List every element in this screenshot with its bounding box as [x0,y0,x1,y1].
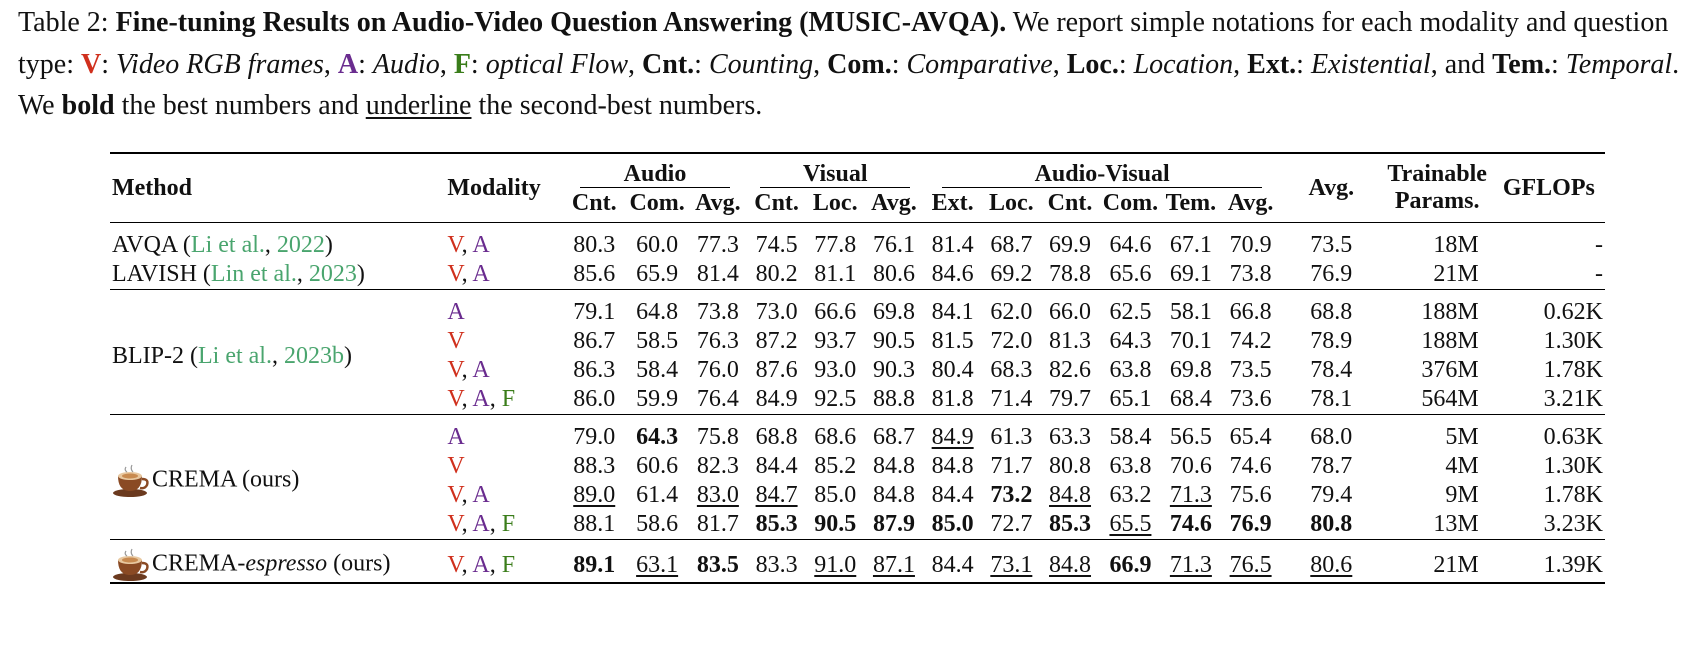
score-cell: 88.8 [872,386,915,412]
citation-link[interactable]: Li et al. [198,342,272,369]
gflops-cell: 1.78K [1543,482,1603,508]
subheader-cell: Avg. [695,190,741,216]
score-cell: 66.8 [1220,290,1281,328]
score-cell: 73.1 [982,540,1041,584]
avg-cell: 78.4 [1310,357,1353,383]
score-cell: 77.8 [806,223,865,261]
score-cell: 65.6 [1109,261,1152,287]
score-cell: 82.6 [1049,357,1092,383]
modality-cell: V, A, F [445,540,562,584]
method-name: CREMA-espresso (ours) [110,540,445,584]
score-cell: 73.0 [747,290,806,328]
results-table [110,152,1605,584]
score-cell: 83.0 [696,482,739,508]
modality-cell: V, A [447,482,490,508]
score-cell: 84.4 [755,453,798,479]
score-cell: 79.0 [563,415,626,453]
score-cell: 68.3 [990,357,1033,383]
score-cell: 69.8 [865,290,924,328]
params-cell: 5M [1382,415,1493,453]
score-cell: 87.2 [755,328,798,354]
score-cell: 85.3 [755,511,798,537]
score-cell: 91.0 [806,540,865,584]
score-cell: 86.7 [573,328,616,354]
gflops-cell: 1.39K [1493,540,1605,584]
score-cell: 56.5 [1162,415,1221,453]
score-cell: 92.5 [814,386,857,412]
score-cell: 90.3 [872,357,915,383]
score-cell: 58.1 [1162,290,1221,328]
gflops-cell: 1.30K [1543,328,1603,354]
col-gflops: GFLOPs [1493,153,1605,223]
score-cell: 80.6 [872,261,915,287]
score-cell: 63.2 [1109,482,1152,508]
score-cell: 84.6 [931,261,974,287]
table-row [110,290,1605,328]
subheader-cell: Com. [629,190,685,216]
score-cell: 65.1 [1109,386,1152,412]
score-cell: 63.8 [1109,453,1152,479]
score-cell: 68.7 [982,223,1041,261]
score-cell: 76.3 [696,328,739,354]
score-cell: 85.2 [814,453,857,479]
score-cell: 64.3 [1109,328,1152,354]
score-cell: 85.6 [573,261,616,287]
table-row [110,415,1605,453]
score-cell: 80.4 [931,357,974,383]
modality-cell: V [447,453,465,479]
score-cell: 75.6 [1229,482,1272,508]
citation-year-link[interactable]: 2023b [283,342,344,369]
avg-cell: 78.7 [1310,453,1353,479]
score-cell: 81.7 [696,511,739,537]
score-cell: 81.8 [931,386,974,412]
score-cell: 70.1 [1169,328,1212,354]
score-cell: 72.0 [990,328,1033,354]
score-cell: 71.4 [990,386,1033,412]
score-cell: 85.0 [814,482,857,508]
score-cell: 70.9 [1220,223,1281,261]
score-cell: 75.8 [689,415,748,453]
score-cell: 58.4 [636,357,679,383]
score-cell: 84.8 [872,453,915,479]
score-cell: 84.7 [755,482,798,508]
avg-cell: 73.5 [1281,223,1382,261]
score-cell: 74.5 [747,223,806,261]
score-cell: 73.5 [1229,357,1272,383]
citation-year-link[interactable]: 2022 [276,232,325,258]
avg-cell: 68.0 [1281,415,1382,453]
score-cell: 77.3 [689,223,748,261]
subheader-cell: Avg. [871,190,917,216]
col-avg: Avg. [1281,153,1382,223]
gflops-cell: 3.21K [1543,386,1603,412]
score-cell: 76.1 [865,223,924,261]
score-cell: 64.6 [1099,223,1161,261]
score-cell: 71.7 [990,453,1033,479]
group-audio-visual: Audio-Visual [942,161,1262,188]
modality-cell: V, A, F [447,386,516,412]
score-cell: 73.8 [1229,261,1272,287]
subheader-cell: Cnt. [1047,190,1093,216]
col-method: Method [110,153,445,223]
subheader-cell: Tem. [1165,190,1217,216]
score-cell: 64.8 [626,290,689,328]
params-cell: 188M [1382,290,1493,328]
citation-link[interactable]: Lin et al. [210,261,297,287]
avg-cell: 80.8 [1310,511,1353,537]
coffee-cup-icon [112,464,150,498]
score-cell: 84.9 [755,386,798,412]
group-visual: Visual [760,161,910,188]
gflops-cell: 1.30K [1543,453,1603,479]
citation-year-link[interactable]: 2023 [308,261,357,287]
score-cell: 76.0 [696,357,739,383]
score-cell: 84.8 [1041,540,1100,584]
score-cell: 89.0 [573,482,616,508]
score-cell: 80.8 [1049,453,1092,479]
subheader-cell: Ext. [931,190,974,216]
score-cell: 64.3 [626,415,689,453]
score-cell: 58.6 [636,511,679,537]
header-row-groups [110,153,1605,189]
score-cell: 87.9 [872,511,915,537]
score-cell: 84.9 [923,415,982,453]
score-cell: 60.0 [626,223,689,261]
score-cell: 63.3 [1041,415,1100,453]
subheader-cell: Avg. [1227,190,1274,216]
group-audio: Audio [580,161,730,188]
avg-cell: 68.8 [1281,290,1382,328]
score-cell: 60.6 [636,453,679,479]
score-cell: 81.3 [1049,328,1092,354]
score-cell: 68.8 [747,415,806,453]
score-cell: 85.3 [1049,511,1092,537]
score-cell: 81.1 [814,261,857,287]
score-cell: 74.6 [1169,511,1212,537]
col-trainable: Trainable Params. [1382,153,1493,223]
params-cell: 4M [1445,453,1479,479]
score-cell: 93.0 [814,357,857,383]
score-cell: 69.1 [1169,261,1212,287]
score-cell: 65.5 [1109,511,1152,537]
subheader-cell: Cnt. [754,190,799,216]
coffee-cup-icon [112,548,150,582]
score-cell: 84.4 [923,540,982,584]
score-cell: 89.1 [563,540,626,584]
gflops-cell: 0.62K [1493,290,1605,328]
score-cell: 67.1 [1162,223,1221,261]
score-cell: 71.3 [1162,540,1221,584]
score-cell: 62.0 [982,290,1041,328]
subheader-cell: Loc. [812,190,858,216]
gflops-cell: - [1493,223,1605,261]
score-cell: 70.6 [1169,453,1212,479]
score-cell: 68.7 [865,415,924,453]
score-cell: 79.7 [1049,386,1092,412]
modality-cell: V, A [445,223,562,261]
subheader-cell: Loc. [988,190,1034,216]
params-cell: 18M [1382,223,1493,261]
score-cell: 58.5 [636,328,679,354]
score-cell: 73.6 [1229,386,1272,412]
table-row [110,260,1605,290]
citation-link[interactable]: Li et al. [190,232,265,258]
method-name: BLIP-2 (Li et al., 2023b) [110,290,445,415]
score-cell: 74.2 [1229,328,1272,354]
score-cell: 84.8 [872,482,915,508]
score-cell: 80.3 [563,223,626,261]
modality-cell: V, A [447,357,490,383]
col-modality: Modality [445,153,562,223]
caption-label: Table 2: [18,7,109,38]
params-cell: 21M [1433,261,1479,287]
score-cell: 66.9 [1099,540,1161,584]
params-cell: 13M [1433,511,1479,537]
avg-cell: 78.9 [1310,328,1353,354]
params-cell: 376M [1421,357,1479,383]
score-cell: 85.0 [931,511,974,537]
score-cell: 88.1 [573,511,616,537]
method-name: LAVISH (Lin et al., 2023) [112,261,365,287]
score-cell: 87.6 [755,357,798,383]
score-cell: 73.8 [689,290,748,328]
score-cell: 76.5 [1220,540,1281,584]
score-cell: 86.0 [573,386,616,412]
avg-cell: 76.9 [1310,261,1353,287]
score-cell: 88.3 [573,453,616,479]
table-caption: Table 2: Fine-tuning Results on Audio-Video Question Answering (MUSIC-AVQA). We report simple notations for each modality and question type: V: Video RGB frames, A: Audio, F: optical Flow, Cnt.: Counting, Com.: Comparative, Loc.: Location, Ext.: Existential, and Tem.: Temporal. We bold the best numbers and underline the second-best numbers. [18,7,1680,121]
score-cell: 71.3 [1169,482,1212,508]
gflops-cell: - [1595,261,1603,287]
gflops-cell: 3.23K [1543,511,1603,537]
score-cell: 69.9 [1041,223,1100,261]
score-cell: 84.4 [931,482,974,508]
score-cell: 83.5 [689,540,748,584]
avg-cell: 80.6 [1281,540,1382,584]
method-name: CREMA (ours) [110,415,445,540]
modality-cell: V [447,328,465,354]
score-cell: 82.3 [696,453,739,479]
score-cell: 69.2 [990,261,1033,287]
score-cell: 90.5 [872,328,915,354]
score-cell: 58.4 [1099,415,1161,453]
score-cell: 61.3 [982,415,1041,453]
modality-cell: A [445,290,562,328]
score-cell: 72.7 [990,511,1033,537]
score-cell: 84.8 [1049,482,1092,508]
score-cell: 68.6 [806,415,865,453]
score-cell: 83.3 [747,540,806,584]
score-cell: 63.1 [626,540,689,584]
score-cell: 87.1 [865,540,924,584]
avg-cell: 79.4 [1310,482,1353,508]
method-name: AVQA (Li et al., 2022) [110,223,445,261]
score-cell: 76.4 [696,386,739,412]
score-cell: 63.8 [1109,357,1152,383]
table-row [110,223,1605,261]
caption-title: Fine-tuning Results on Audio-Video Question Answering (MUSIC-AVQA). [115,7,1007,38]
modality-cell: V, A [447,261,490,287]
table-row [110,540,1605,584]
table-body [110,223,1605,584]
params-cell: 564M [1421,386,1479,412]
score-cell: 59.9 [636,386,679,412]
score-cell: 84.8 [931,453,974,479]
score-cell: 79.1 [563,290,626,328]
score-cell: 61.4 [636,482,679,508]
score-cell: 81.4 [696,261,739,287]
score-cell: 68.4 [1169,386,1212,412]
subheader-cell: Com. [1102,190,1159,216]
score-cell: 78.8 [1049,261,1092,287]
score-cell: 65.9 [636,261,679,287]
params-cell: 9M [1445,482,1479,508]
gflops-cell: 1.78K [1543,357,1603,383]
score-cell: 66.0 [1041,290,1100,328]
score-cell: 81.5 [931,328,974,354]
score-cell: 86.3 [573,357,616,383]
avg-cell: 78.1 [1310,386,1353,412]
params-cell: 21M [1382,540,1493,584]
score-cell: 69.8 [1169,357,1212,383]
score-cell: 66.6 [806,290,865,328]
score-cell: 90.5 [814,511,857,537]
modality-cell: V, A, F [447,511,516,537]
score-cell: 73.2 [990,482,1033,508]
score-cell: 76.9 [1229,511,1272,537]
modality-cell: A [445,415,562,453]
score-cell: 84.1 [923,290,982,328]
score-cell: 65.4 [1220,415,1281,453]
subheader-cell: Cnt. [571,190,617,216]
score-cell: 80.2 [755,261,798,287]
score-cell: 93.7 [814,328,857,354]
score-cell: 81.4 [923,223,982,261]
score-cell: 62.5 [1099,290,1161,328]
gflops-cell: 0.63K [1493,415,1605,453]
score-cell: 74.6 [1229,453,1272,479]
params-cell: 188M [1421,328,1479,354]
